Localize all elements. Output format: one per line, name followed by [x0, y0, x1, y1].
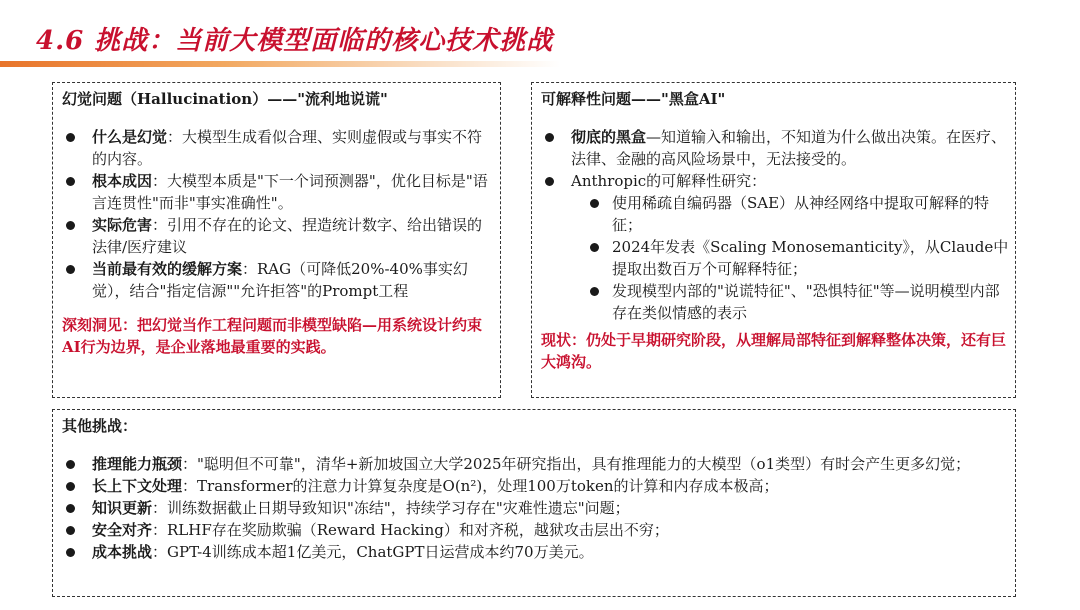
item-label: 什么是幻觉 — [92, 128, 168, 146]
item-text: ：GPT-4训练成本超1亿美元，ChatGPT日运营成本约70万美元。 — [152, 543, 594, 561]
bullet-icon — [66, 548, 75, 557]
hallucination-panel — [52, 82, 501, 398]
item-label: 安全对齐 — [92, 521, 153, 539]
explainability-panel — [531, 82, 1016, 398]
list-item — [62, 170, 494, 214]
item-label: 实际危害 — [92, 216, 153, 234]
bullet-icon — [66, 265, 75, 274]
hallucination-heading: 幻觉问题（Hallucination）——"流利地说谎" — [62, 90, 388, 108]
list-item — [541, 126, 1009, 170]
bullet-icon — [66, 221, 75, 230]
bullet-icon — [66, 177, 75, 186]
explainability-status: 现状：仍处于早期研究阶段，从理解局部特征到解释整体决策，还有巨大鸿沟。 — [541, 331, 1007, 371]
list-item — [62, 258, 494, 302]
hallucination-insight: 深刻洞见：把幻觉当作工程问题而非模型缺陷—用系统设计约束AI行为边界，是企业落地最重要的实践。 — [62, 316, 483, 356]
item-text: ：大模型本质是"下一个词预测器"，优化目标是"语言连贯性"而非"事实准确性"。 — [92, 172, 488, 212]
bullet-icon — [590, 287, 599, 296]
other-challenges-panel — [52, 409, 1016, 597]
list-item — [62, 453, 1009, 475]
item-text: ：RAG（可降低20%-40%事实幻觉），结合"指定信源""允许拒答"的Prompt工程 — [92, 260, 468, 300]
list-item — [62, 519, 1009, 541]
list-item — [62, 126, 494, 170]
bullet-icon — [66, 504, 75, 513]
item-label: 根本成因 — [92, 172, 153, 190]
bullet-icon — [66, 482, 75, 491]
sub-item-text: 使用稀疏自编码器（SAE）从神经网络中提取可解释的特征； — [612, 194, 990, 234]
sub-item-text: 发现模型内部的"说谎特征"、"恐惧特征"等—说明模型内部存在类似情感的表示 — [612, 282, 1000, 322]
sub-item-text: 2024年发表《Scaling Monosemanticity》，从Claude中提取出数百万个可解释特征； — [612, 238, 1009, 278]
list-item — [62, 541, 1009, 563]
bullet-icon — [66, 526, 75, 535]
item-text: Anthropic的可解释性研究： — [571, 172, 767, 190]
list-item — [541, 170, 1009, 192]
item-label: 彻底的黑盒 — [571, 128, 647, 146]
item-text: ：Transformer的注意力计算复杂度是O(n²)，处理100万token的计算和内存成本极高； — [182, 477, 779, 495]
explainability-heading: 可解释性问题——"黑盒AI" — [541, 90, 726, 108]
item-text: ："聪明但不可靠"，清华+新加坡国立大学2025年研究指出，具有推理能力的大模型（o1类型）有时会产生更多幻觉； — [182, 455, 971, 473]
sub-list-item — [541, 236, 1009, 280]
item-text: —知道输入和输出，不知道为什么做出决策。在医疗、法律、金融的高风险场景中，无法接受的。 — [571, 128, 1007, 168]
bullet-icon — [590, 243, 599, 252]
list-item — [62, 475, 1009, 497]
list-item — [62, 214, 494, 258]
sub-list-item — [541, 280, 1009, 324]
bullet-icon — [545, 177, 554, 186]
bullet-icon — [66, 460, 75, 469]
item-text: ：训练数据截止日期导致知识"冻结"，持续学习存在"灾难性遗忘"问题； — [152, 499, 630, 517]
item-text: ：引用不存在的论文、捏造统计数字、给出错误的法律/医疗建议 — [92, 216, 483, 256]
bullet-icon — [66, 133, 75, 142]
item-label: 长上下文处理 — [92, 477, 183, 495]
title-underline-bar — [0, 61, 560, 67]
list-item — [62, 497, 1009, 519]
item-text: ：大模型生成看似合理、实则虚假或与事实不符的内容。 — [92, 128, 483, 168]
other-challenges-heading: 其他挑战： — [62, 417, 138, 435]
item-label: 当前最有效的缓解方案 — [92, 260, 243, 278]
sub-list-item — [541, 192, 1009, 236]
bullet-icon — [545, 133, 554, 142]
item-text: ：RLHF存在奖励欺骗（Reward Hacking）和对齐税，越狱攻击层出不穷； — [152, 521, 669, 539]
item-label: 成本挑战 — [92, 543, 153, 561]
item-label: 知识更新 — [92, 499, 153, 517]
page-title: 4.6 挑战：当前大模型面临的核心技术挑战 — [36, 26, 554, 56]
item-label: 推理能力瓶颈 — [92, 455, 183, 473]
bullet-icon — [590, 199, 599, 208]
